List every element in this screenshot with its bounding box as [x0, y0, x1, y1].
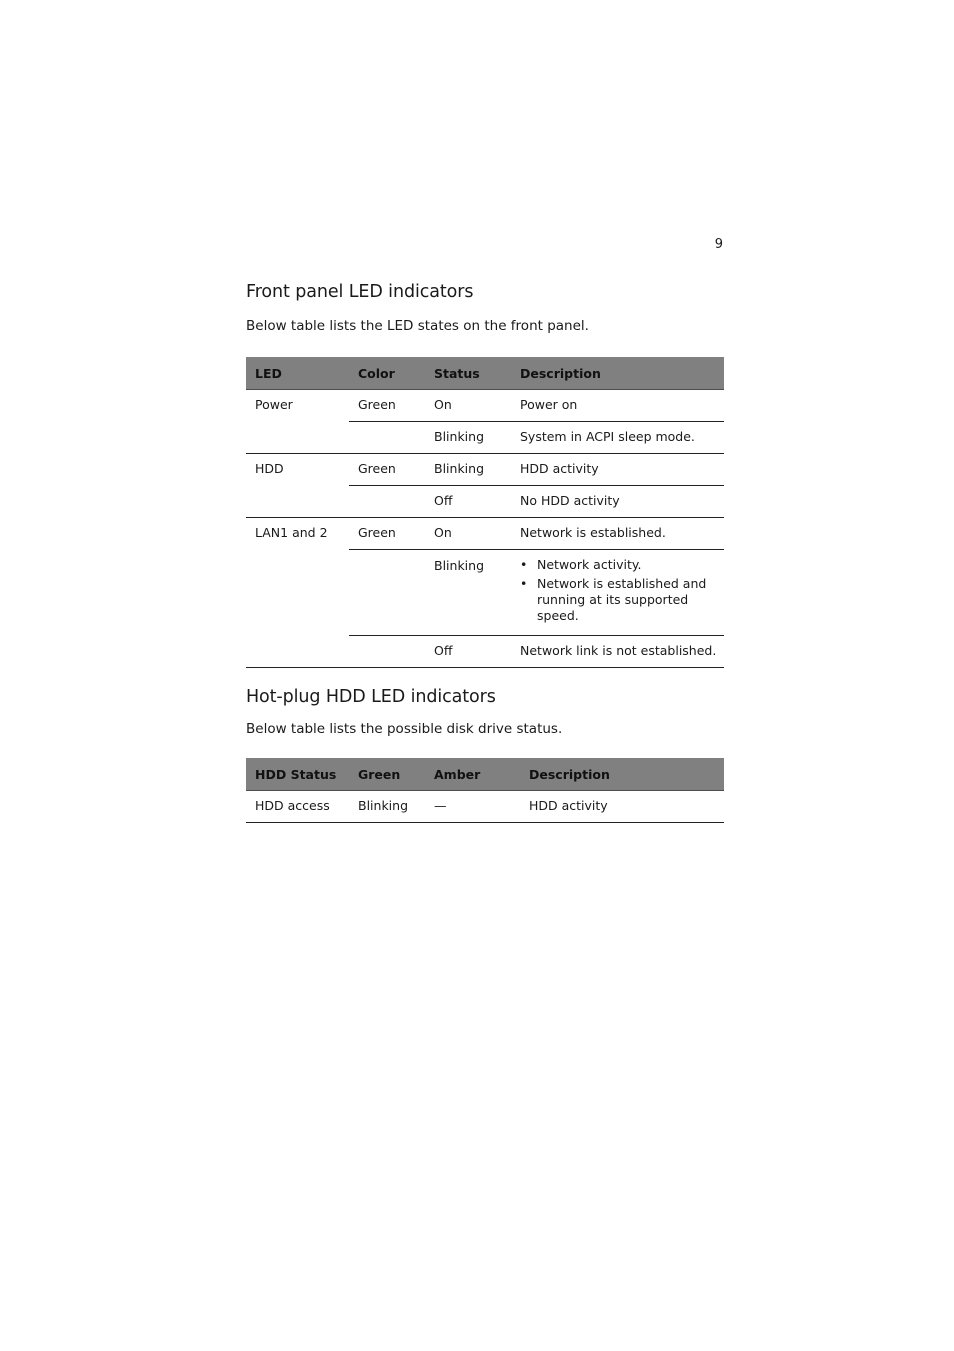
description-bullet-list: [520, 557, 724, 624]
table-header-row: [246, 758, 724, 791]
cell-status: Blinking: [425, 550, 511, 636]
cell-status: On: [425, 518, 511, 550]
cell-status: Off: [425, 486, 511, 518]
hotplug-section: [246, 686, 724, 708]
front-panel-led-table: [246, 357, 724, 668]
cell-description: Power on: [511, 390, 724, 422]
cell-led: HDD: [246, 454, 349, 518]
cell-color: [349, 550, 425, 636]
hotplug-title: Hot-plug HDD LED indicators: [246, 687, 496, 707]
header-green: Green: [349, 758, 425, 791]
front-panel-section: [246, 281, 724, 303]
cell-description: HDD activity: [511, 454, 724, 486]
cell-description: System in ACPI sleep mode.: [511, 422, 724, 454]
cell-led: LAN1 and 2: [246, 518, 349, 668]
cell-color: [349, 486, 425, 518]
cell-color: [349, 636, 425, 668]
header-amber: Amber: [425, 758, 520, 791]
page-number: 9: [714, 237, 723, 252]
front-panel-intro: Below table lists the LED states on the front panel.: [246, 318, 589, 334]
bullet-item: • Network activity.: [520, 557, 724, 573]
front-panel-intro-wrap: [246, 317, 724, 335]
bullet-item: • Network is established and running at its supported speed.: [520, 576, 724, 624]
table-row: [246, 791, 724, 823]
cell-status: Blinking: [425, 422, 511, 454]
cell-status: On: [425, 390, 511, 422]
cell-description: [511, 550, 724, 636]
cell-description: No HDD activity: [511, 486, 724, 518]
cell-color: Green: [349, 390, 425, 422]
header-description: Description: [520, 758, 724, 791]
cell-led: Power: [246, 390, 349, 454]
table-row: [246, 390, 724, 422]
header-color: Color: [349, 357, 425, 390]
cell-amber: —: [425, 791, 520, 823]
cell-color: Green: [349, 518, 425, 550]
cell-hdd-status: HDD access: [246, 791, 349, 823]
header-description: Description: [511, 357, 724, 390]
cell-status: Off: [425, 636, 511, 668]
header-led: LED: [246, 357, 349, 390]
front-panel-title: Front panel LED indicators: [246, 282, 474, 302]
cell-status: Blinking: [425, 454, 511, 486]
cell-green: Blinking: [349, 791, 425, 823]
table-row: [246, 454, 724, 486]
table-header-row: [246, 357, 724, 390]
hotplug-intro: Below table lists the possible disk drive status.: [246, 721, 563, 737]
hotplug-led-table: [246, 758, 724, 823]
cell-description: HDD activity: [520, 791, 724, 823]
hotplug-table-wrap: [246, 758, 724, 823]
hotplug-intro-wrap: [246, 720, 724, 738]
cell-color: [349, 422, 425, 454]
front-panel-table-wrap: [246, 357, 724, 668]
cell-description: Network is established.: [511, 518, 724, 550]
cell-color: Green: [349, 454, 425, 486]
table-row: [246, 518, 724, 550]
header-hdd-status: HDD Status: [246, 758, 349, 791]
header-status: Status: [425, 357, 511, 390]
cell-description: Network link is not established.: [511, 636, 724, 668]
